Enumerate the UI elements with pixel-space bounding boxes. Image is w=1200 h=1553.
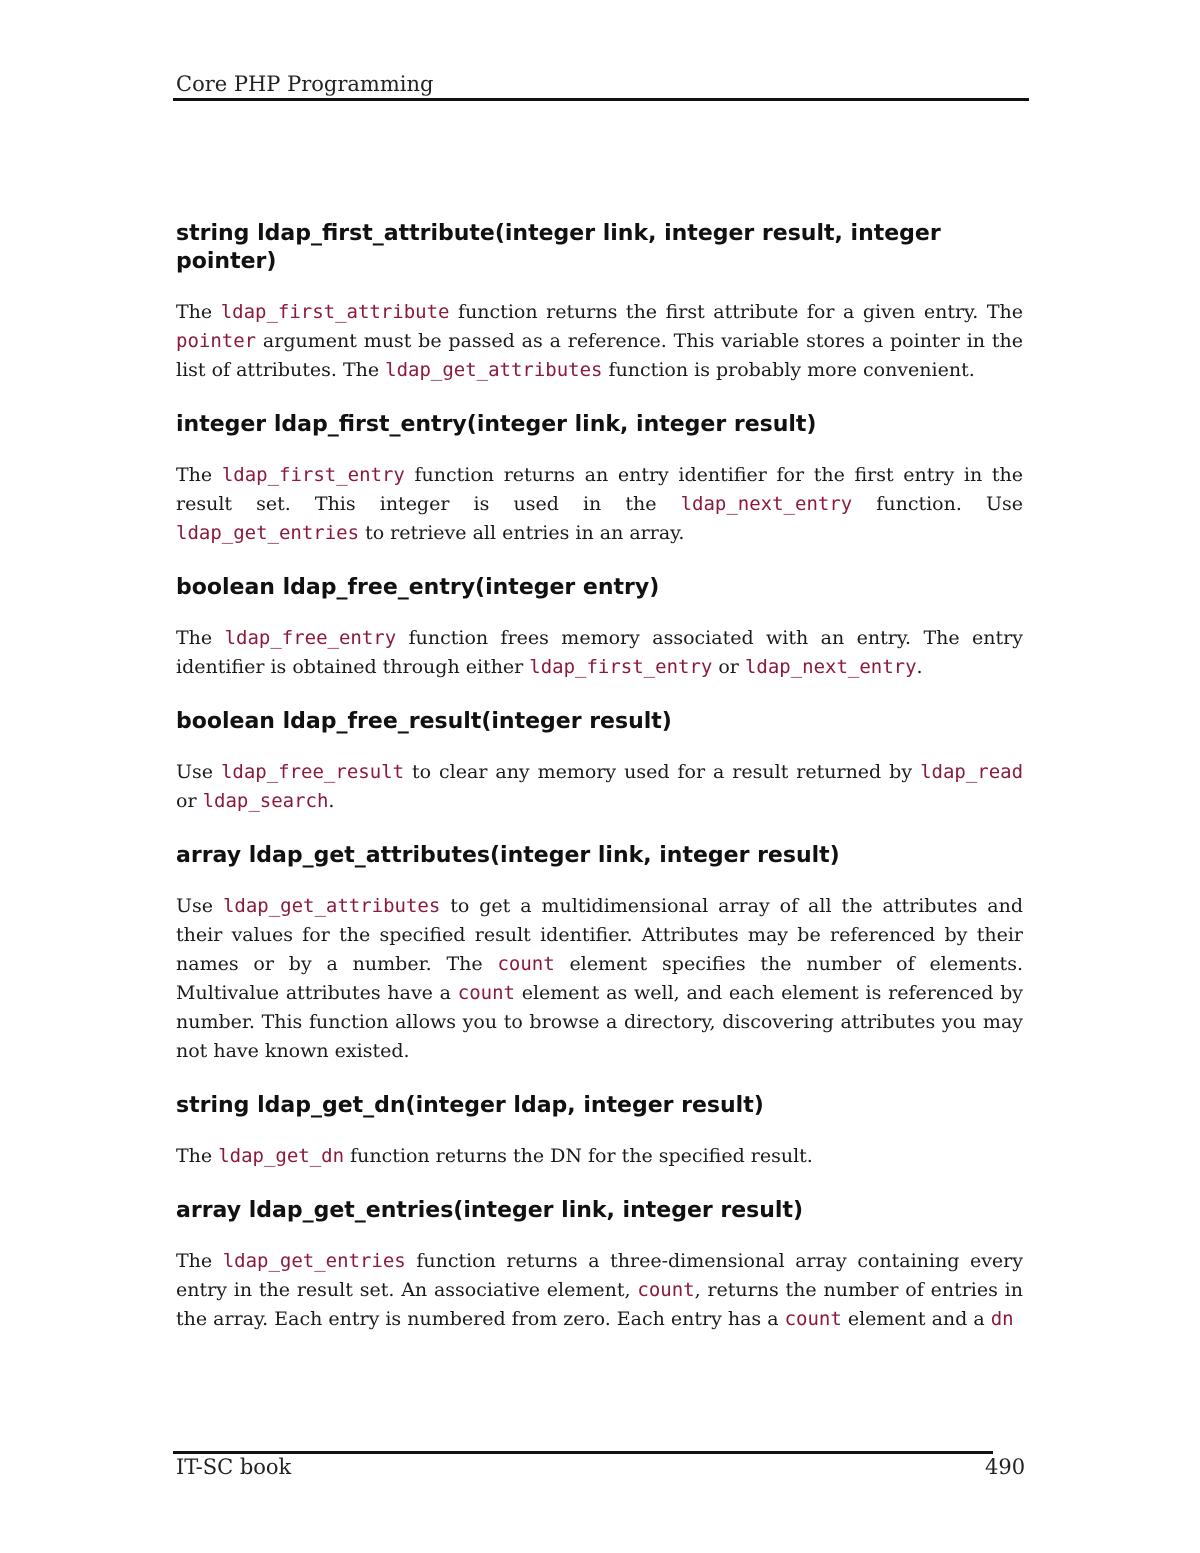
description-text: function is probably more convenient. <box>602 359 975 381</box>
function-entry <box>176 842 1023 1066</box>
description-text: or <box>712 656 745 678</box>
function-signature: integer ldap_first_entry(integer link, integer result) <box>176 412 817 437</box>
function-description <box>176 298 1023 385</box>
function-entry <box>176 1092 1023 1171</box>
code-reference: ldap_first_attribute <box>220 301 450 323</box>
function-signature: array ldap_get_entries(integer link, integer result) <box>176 1198 804 1223</box>
description-text: element and a <box>841 1308 991 1330</box>
code-reference: ldap_next_entry <box>744 656 917 678</box>
description-text: function frees memory associated with an entry. The entry identifier is obtained through either <box>176 627 1023 678</box>
description-text: . <box>328 790 335 812</box>
description-text: function returns a three-dimensional array containing every entry in the result set. An associative element, <box>176 1250 1023 1301</box>
function-entry <box>176 220 1023 385</box>
code-reference: count <box>784 1308 842 1330</box>
function-description <box>176 1247 1023 1334</box>
code-reference: ldap_get_entries <box>222 1250 406 1272</box>
page-number: 490 <box>985 1455 1026 1479</box>
document-body <box>176 220 1023 1360</box>
code-reference: count <box>497 953 555 975</box>
function-signature: array ldap_get_attributes(integer link, integer result) <box>176 843 840 868</box>
description-text: , returns the number of entries in the array. Each entry is numbered from zero. Each entry has a <box>176 1279 1023 1330</box>
function-description <box>176 624 1023 682</box>
function-entry <box>176 574 1023 682</box>
function-entry <box>176 708 1023 816</box>
code-reference: ldap_free_result <box>220 761 405 783</box>
function-signature: boolean ldap_free_result(integer result) <box>176 709 672 734</box>
description-text: The <box>176 1250 223 1272</box>
code-reference: count <box>637 1279 695 1301</box>
description-text: The <box>176 301 221 323</box>
code-reference: ldap_get_attributes <box>222 895 441 917</box>
code-reference: ldap_next_entry <box>680 493 853 515</box>
code-reference: ldap_get_dn <box>218 1145 345 1167</box>
function-description <box>176 892 1023 1066</box>
description-text: The <box>176 627 225 649</box>
code-reference: ldap_first_entry <box>529 656 713 678</box>
function-description <box>176 758 1023 816</box>
description-text: to clear any memory used for a result returned by <box>404 761 921 783</box>
page-header-title: Core PHP Programming <box>176 72 434 96</box>
code-reference: ldap_get_entries <box>176 522 360 544</box>
code-reference: ldap_get_attributes <box>385 359 603 381</box>
description-text: argument must be passed as a reference. This variable stores a pointer in the list of attributes. The <box>176 330 1023 381</box>
description-text: to get a multidimensional array of all the attributes and their values for the specified result identifier. Attributes may be referenced by their names or by a number. The <box>176 895 1023 975</box>
function-entry <box>176 411 1023 548</box>
header-rule <box>173 98 1029 101</box>
description-text: . <box>916 656 923 678</box>
function-signature: string ldap_first_attribute(integer link, integer result, integer pointer) <box>176 221 941 274</box>
footer-book-name: IT-SC book <box>176 1455 292 1479</box>
function-entry <box>176 1197 1023 1334</box>
footer-rule <box>173 1451 993 1454</box>
function-signature: string ldap_get_dn(integer ldap, integer result) <box>176 1093 764 1118</box>
description-text: element as well, and each element is referenced by number. This function allows you to browse a directory, discovering attributes you may not have known existed. <box>176 982 1023 1062</box>
code-reference: count <box>457 982 515 1004</box>
description-text: The <box>176 464 222 486</box>
description-text: The <box>176 1145 219 1167</box>
description-text: element specifies the number of elements. Multivalue attributes have a <box>176 953 1023 1004</box>
code-reference: dn <box>990 1308 1014 1330</box>
code-reference: ldap_free_entry <box>224 627 397 649</box>
description-text: or <box>176 790 203 812</box>
description-text: Use <box>176 895 223 917</box>
code-reference: pointer <box>176 330 257 352</box>
description-text: to retrieve all entries in an array. <box>359 522 685 544</box>
description-text: function returns an entry identifier for the first entry in the result set. This integer is used in the <box>176 464 1023 515</box>
function-description <box>176 461 1023 548</box>
description-text: function. Use <box>852 493 1023 515</box>
code-reference: ldap_read <box>920 761 1024 783</box>
code-reference: ldap_first_entry <box>221 464 405 486</box>
description-text: function returns the first attribute for a given entry. The <box>449 301 1023 323</box>
description-text: Use <box>176 761 221 783</box>
function-description <box>176 1142 1023 1171</box>
description-text: function returns the DN for the specified result. <box>344 1145 813 1167</box>
code-reference: ldap_search <box>202 790 329 812</box>
function-signature: boolean ldap_free_entry(integer entry) <box>176 575 660 600</box>
